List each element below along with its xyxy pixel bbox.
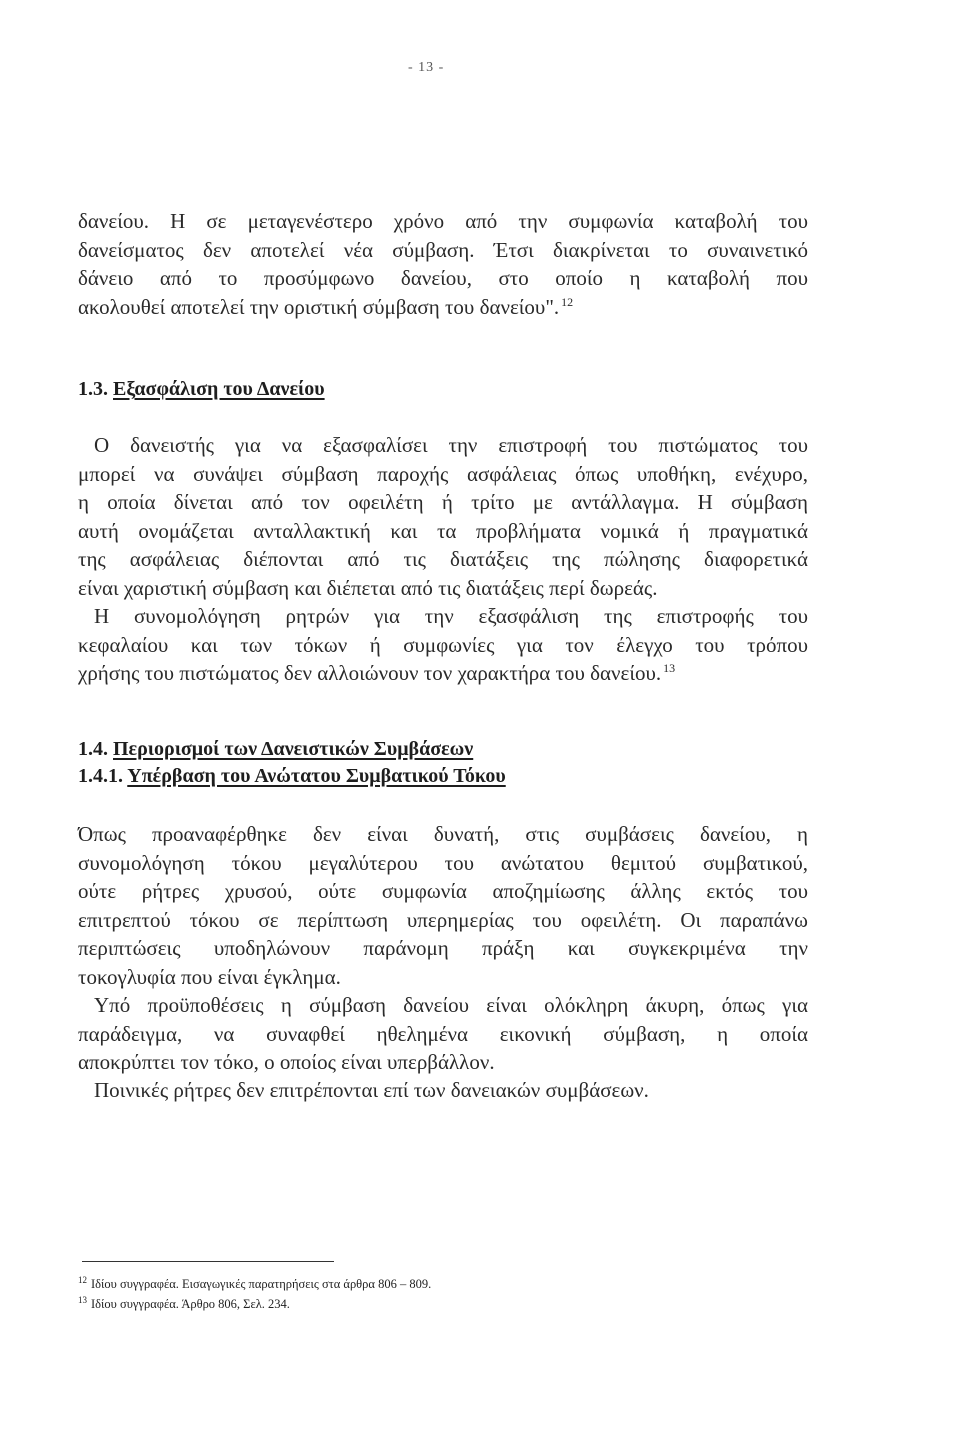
footnote-text: Ιδίου συγγραφέα. Εισαγωγικές παρατηρήσεις στα άρθρα 806 – 809. xyxy=(91,1277,432,1292)
footnote-ref: 13 xyxy=(663,661,676,675)
text-line: παράδειγμα, να συναφθεί ηθελημένα εικονική σύμβαση, η οποία xyxy=(78,1021,808,1046)
footnote-divider xyxy=(82,1261,334,1262)
section-number: 1.3. xyxy=(78,378,108,400)
paragraph-clauses xyxy=(78,602,808,688)
footnote-text: Ιδίου συγγραφέα. Άρθρο 806, Σελ. 234. xyxy=(91,1297,290,1312)
footnote-number: 12 xyxy=(78,1275,87,1285)
paragraph-void-contract xyxy=(78,991,808,1077)
section-title: Υπέρβαση του Ανώτατου Συμβατικού Τόκου xyxy=(127,765,506,787)
section-number: 1.4. xyxy=(78,738,108,760)
paragraph-interest-limit xyxy=(78,820,808,991)
paragraph-penal-clauses xyxy=(78,1076,808,1105)
text-line: η οποία δίνεται από τον οφειλέτη ή τρίτο με αντάλλαγμα. Η σύμβαση xyxy=(78,490,808,514)
text-line: αυτή ονομάζεται ανταλλακτική και τα προβλήματα νομικά ή πραγματικά xyxy=(78,518,808,543)
text-line: Όπως προαναφέρθηκε δεν είναι δυνατή, στις συμβάσεις δανείου, η xyxy=(78,822,808,846)
text-line: Υπό προϋποθέσεις η σύμβαση δανείου είναι ολόκληρη άκυρη, όπως για xyxy=(94,993,808,1017)
text-line: επιτρεπτού τόκου σε περίπτωση υπερημερίας του οφειλέτη. Οι παραπάνω xyxy=(78,907,808,932)
section-heading-1-3 xyxy=(78,378,325,401)
section-title: Εξασφάλιση του Δανείου xyxy=(113,378,325,400)
text-line: κεφαλαίου και των τόκων ή συμφωνίες για τον έλεγχο του τρόπου xyxy=(78,632,808,657)
text-line: ούτε ρήτρες χρυσού, ούτε συμφωνία αποζημίωσης άλλης εκτός του xyxy=(78,879,808,903)
text-line: περιπτώσεις υποδηλώνουν παράνομη πράξη και συγκεκριμένα την xyxy=(78,936,808,960)
footnote-13 xyxy=(78,1292,290,1312)
text-line: ακολουθεί αποτελεί την οριστική σύμβαση του δανείου". xyxy=(78,294,560,319)
footnote-number: 13 xyxy=(78,1295,87,1305)
text-line: είναι χαριστική σύμβαση και διέπεται από τις διατάξεις περί δωρεάς. xyxy=(78,575,658,600)
text-line: αποκρύπτει τον τόκο, ο οποίος είναι υπερβάλλον. xyxy=(78,1050,495,1074)
text-line: χρήσης του πιστώματος δεν αλλοιώνουν τον χαρακτήρα του δανείου. xyxy=(78,661,662,685)
paragraph-loan-security xyxy=(78,431,808,602)
text-line: Η συνομολόγηση ρητρών για την εξασφάλιση της επιστροφής του xyxy=(94,604,808,628)
text-line: της ασφάλειας διέπονται από τις διατάξεις της πώλησης διαφορετικά xyxy=(78,547,808,571)
page-number: - 13 - xyxy=(408,60,445,75)
text-line: δανείου. Η σε μεταγενέστερο χρόνο από την συμφωνία καταβολή του xyxy=(78,209,808,233)
text-line: Ο δανειστής για να εξασφαλίσει την επιστροφή του πιστώματος του xyxy=(94,433,808,457)
text-line-last xyxy=(78,293,808,322)
text-line: μπορεί να συνάψει σύμβαση παροχής ασφάλειας όπως υποθήκη, ενέχυρο, xyxy=(78,461,808,486)
text-line-last xyxy=(78,659,808,688)
text-line: συνομολόγηση τόκου μεγαλύτερου του ανώτατου θεμιτού συμβατικού, xyxy=(78,850,808,875)
text-line: δανείσματος δεν αποτελεί νέα σύμβαση. Έτσι διακρίνεται το συναινετικό xyxy=(78,237,808,262)
paragraph-loan-definition xyxy=(78,207,808,321)
text-line: τοκογλυφία που είναι έγκλημα. xyxy=(78,964,341,989)
footnote-ref: 12 xyxy=(561,294,574,309)
section-number: 1.4.1. xyxy=(78,765,123,787)
section-heading-1-4 xyxy=(78,738,473,761)
text-line: Ποινικές ρήτρες δεν επιτρέπονται επί των δανειακών συμβάσεων. xyxy=(94,1078,649,1102)
section-heading-1-4-1 xyxy=(78,765,506,788)
section-title: Περιορισμοί των Δανειστικών Συμβάσεων xyxy=(113,738,474,760)
text-line: δάνειο από το προσύμφωνο δανείου, στο οποίο η καταβολή που xyxy=(78,266,808,290)
footnote-12 xyxy=(78,1272,431,1292)
